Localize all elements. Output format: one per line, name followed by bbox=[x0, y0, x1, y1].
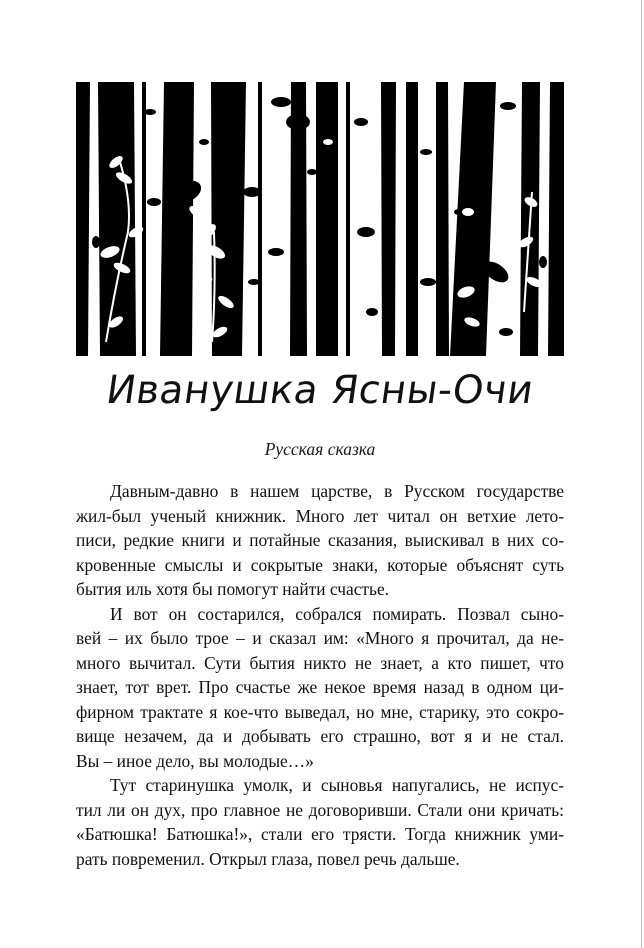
paragraph bbox=[76, 479, 564, 602]
text-line: Давным-давно в нашем царстве, в Русском государстве bbox=[110, 481, 564, 501]
text-line: вей – их было трое – и сказал им: «Много я прочитал, да не- bbox=[76, 628, 564, 648]
story-body bbox=[76, 479, 564, 871]
story-title: Иванушка Ясны-Очи bbox=[103, 368, 537, 413]
text-line: много вычитал. Сути бытия никто не знает, а кто пишет, что bbox=[76, 652, 564, 673]
text-line: вище незачем, да и добывать его страшно, вот я и не стал. bbox=[76, 726, 564, 746]
text-line: тил ли он дух, про главное не договоривши. Стали они кричать: bbox=[76, 799, 564, 820]
text-line: знает, тот врет. Про счастье же некое время назад в одном ци- bbox=[76, 677, 564, 697]
paragraph bbox=[76, 773, 564, 871]
text-line: фирном трактате я кое-что выведал, но мне, старику, это сокро- bbox=[76, 701, 564, 722]
text-line: бытия иль хотя бы помогут найти счастье. bbox=[76, 579, 390, 599]
text-line: Тут старинушка умолк, и сыновья напугались, не испус- bbox=[110, 775, 564, 795]
text-line: кровенные смыслы и сокрытые знаки, которые объяснят суть bbox=[76, 554, 564, 575]
text-line: писи, редкие книги и потайные сказания, выискивал в них со- bbox=[76, 530, 564, 550]
text-line: «Батюшка! Батюшка!», стали его трясти. Тогда книжник уми- bbox=[76, 824, 564, 844]
text-line: Вы – иное дело, вы молодые…» bbox=[76, 750, 314, 771]
text-line: И вот он состарился, собрался помирать. Позвал сыно- bbox=[110, 603, 564, 624]
paragraph bbox=[76, 602, 564, 774]
text-line: жил-был ученый книжник. Много лет читал он ветхие лето- bbox=[76, 505, 564, 526]
text-line: рать повременил. Открыл глаза, повел речь дальше. bbox=[76, 848, 460, 869]
page-edge bbox=[641, 0, 642, 948]
birch-forest-illustration bbox=[76, 82, 564, 356]
story-subtitle: Русская сказка bbox=[264, 439, 376, 459]
